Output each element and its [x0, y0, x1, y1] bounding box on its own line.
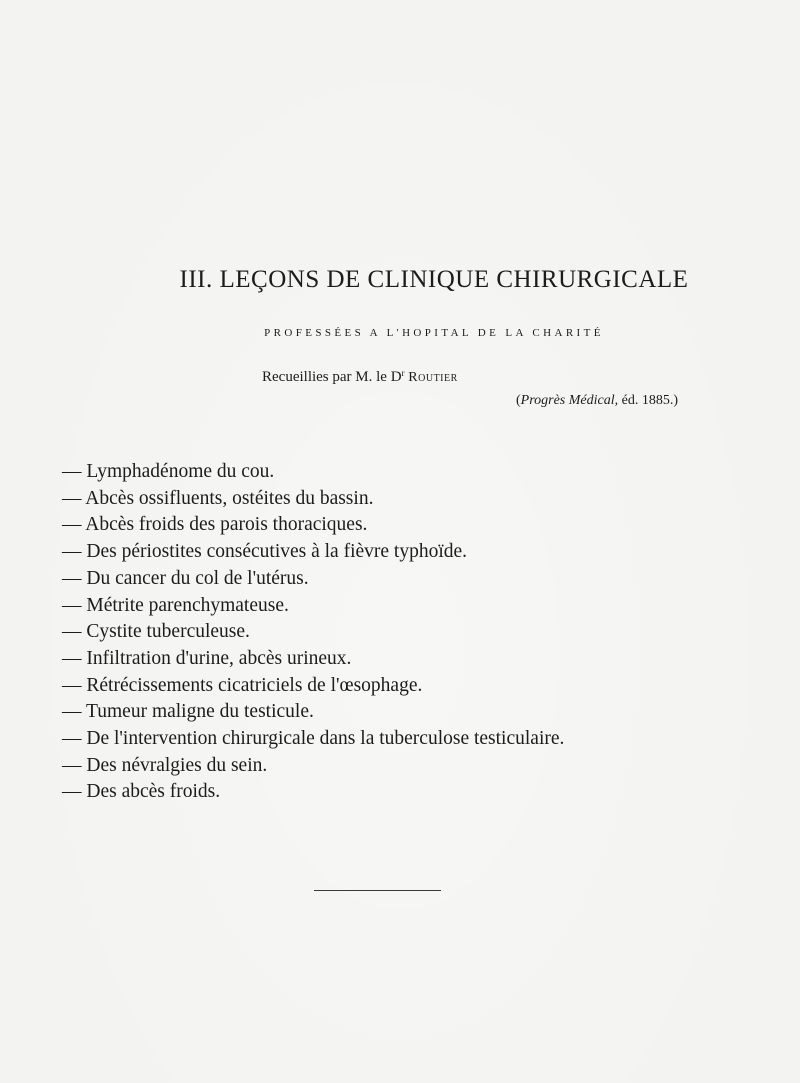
- lesson-item: — Rétrécissements cicatriciels de l'œsophage.: [62, 674, 423, 696]
- section-subheading: PROFESSÉES A L'HOPITAL DE LA CHARITÉ: [264, 327, 604, 339]
- lesson-item: — Cystite tuberculeuse.: [62, 621, 250, 643]
- lesson-item: — Des névralgies du sein.: [62, 754, 268, 776]
- lesson-item: — Métrite parenchymateuse.: [62, 594, 289, 616]
- lesson-item: — Lymphadénome du cou.: [62, 461, 275, 482]
- source-journal: Progrès Médical,: [520, 393, 619, 408]
- lesson-item: — Du cancer du col de l'utérus.: [62, 567, 309, 589]
- source-edition: éd. 1885.): [618, 393, 678, 408]
- lesson-item: — De l'intervention chirurgicale dans la tuberculose testiculaire.: [62, 728, 565, 750]
- lesson-item: — Infiltration d'urine, abcès urineux.: [62, 647, 352, 669]
- lesson-item: — Abcès froids des parois thoraciques.: [62, 514, 368, 536]
- source-citation: [516, 393, 678, 409]
- source-open-paren: (: [515, 393, 521, 408]
- collected-by-name: Routier: [408, 370, 458, 385]
- collected-by-prefix: Recueillies par M. le D: [262, 369, 402, 385]
- lesson-item: — Des périostites consécutives à la fièvre typhoïde.: [62, 541, 468, 563]
- collected-by-line: [262, 368, 458, 386]
- lessons-list: [62, 459, 564, 806]
- collected-by-superscript: r: [401, 368, 405, 378]
- lesson-item: — Abcès ossifluents, ostéites du bassin.: [62, 487, 374, 509]
- lesson-item: — Des abcès froids.: [62, 781, 221, 803]
- lesson-item: — Tumeur maligne du testicule.: [62, 701, 314, 723]
- section-heading: III. LEÇONS DE CLINIQUE CHIRURGICALE: [179, 266, 689, 293]
- section-divider-rule: [314, 890, 441, 891]
